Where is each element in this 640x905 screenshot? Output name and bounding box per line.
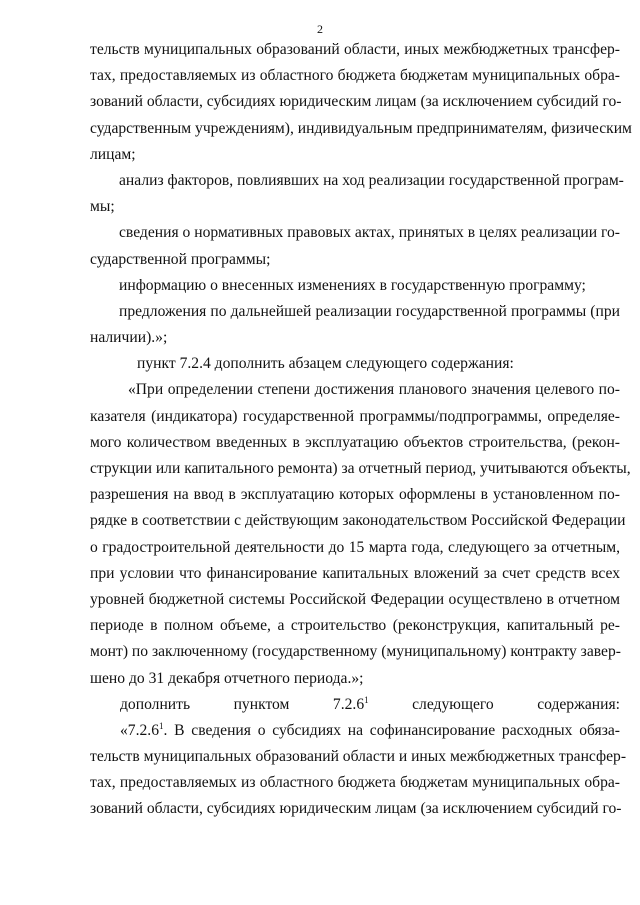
paragraph (90, 377, 631, 691)
text-line: мого количеством введенных в эксплуатацию объектов строительства, (рекон- (90, 433, 620, 451)
paragraph (90, 220, 620, 272)
text-line: дополнить пунктом 7.2.6$^1$ следующего содержания: (120, 694, 620, 713)
text-line: мы; (90, 198, 115, 216)
text-line: анализ факторов, повлиявших на ход реализации государственной програм- (119, 171, 624, 189)
text-line: монт) по заключенному (государственному (муниципальному) контракту завер- (90, 643, 621, 661)
text-line: предложения по дальнейшей реализации государственной программы (при (119, 302, 620, 320)
text-line: тельств муниципальных образований области, иных межбюджетных трансфер- (90, 41, 620, 58)
paragraph (90, 351, 620, 377)
text-line: «При определении степени достижения планового значения целевого по- (128, 381, 620, 399)
text-line: периоде в полном объеме, а строительство (реконструкция, капитальный ре- (90, 617, 620, 635)
text-line: зований области, субсидиях юридическим лицам (за исключением субсидий го- (90, 93, 622, 111)
text-line: сударственным учреждениям), индивидуальным предпринимателям, физическим (90, 119, 632, 137)
text-line: сведения о нормативных правовых актах, принятых в целях реализации го- (119, 224, 620, 242)
text-line: тах, предоставляемых из областного бюджета бюджетам муниципальных обра- (90, 774, 620, 792)
text-line: разрешения на ввод в эксплуатацию которых оформлены в установленном по- (90, 486, 620, 504)
paragraph (90, 718, 627, 823)
text-line: «7.2.6$^1$. В сведения о субсидиях на софинансирование расходных обяза- (120, 720, 620, 739)
text-line: лицам; (90, 145, 136, 163)
paragraph (90, 168, 624, 220)
text-line: казателя (индикатора) государственной программы/подпрограммы, определяе- (90, 407, 620, 425)
paragraph (90, 692, 620, 718)
text-line: тельств муниципальных образований области и иных межбюджетных трансфер- (90, 748, 627, 766)
text-line: рядке в соответствии с действующим законодательством Российской Федерации (90, 512, 626, 530)
text-line: наличии).»; (90, 329, 168, 347)
text-line: о градостроительной деятельности до 15 марта года, следующего за отчетным, (90, 538, 620, 556)
superscript: 1 (364, 694, 369, 705)
text-line: шено до 31 декабря отчетного периода.»; (90, 669, 364, 687)
text-line: при условии что финансирование капитальных вложений за счет средств всех (90, 564, 620, 582)
text-line: тах, предоставляемых из областного бюджета бюджетам муниципальных обра- (90, 67, 620, 85)
superscript: 1 (158, 720, 164, 731)
text-line: информацию о внесенных изменениях в государственную программу; (119, 276, 586, 294)
paragraph (90, 37, 632, 168)
page-number: 2 (317, 22, 323, 36)
paragraph (90, 273, 620, 299)
document-body (90, 37, 632, 823)
text-line: зований области, субсидиях юридическим лицам (за исключением субсидий го- (90, 800, 622, 818)
text-line: сударственной программы; (90, 250, 271, 268)
text-line: уровней бюджетной системы Российской Федерации осуществлено в отчетном (90, 590, 620, 608)
text-line: пункт 7.2.4 дополнить абзацем следующего содержания: (137, 355, 514, 373)
text-line: струкции или капитального ремонта) за отчетный период, учитываются объекты, (90, 460, 631, 477)
paragraph (90, 299, 620, 351)
